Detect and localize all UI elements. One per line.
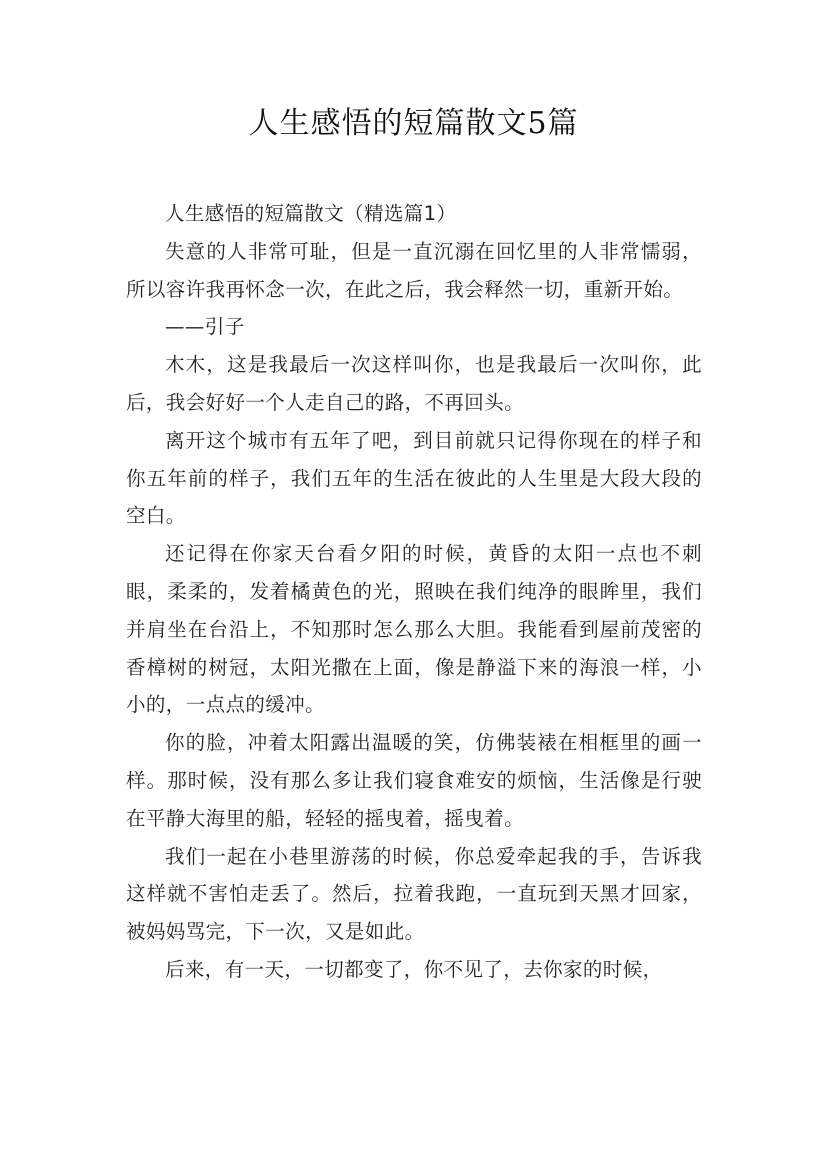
paragraph: 我们一起在小巷里游荡的时候，你总爱牵起我的手，告诉我这样就不害怕走丢了。然后，拉着我跑，一直玩到天黑才回家，被妈妈骂完，下一次，又是如此。 (126, 844, 702, 944)
epigraph-label: ——引子 (165, 315, 245, 339)
document-body (126, 195, 702, 989)
paragraph: 你的脸，冲着太阳露出温暖的笑，仿佛装裱在相框里的画一样。那时候，没有那么多让我们寝食难安的烦恼，生活像是行驶在平静大海里的船，轻轻的摇曳着，摇曳着。 (126, 731, 702, 830)
paragraph: 木木，这是我最后一次这样叫你，也是我最后一次叫你，此后，我会好好一个人走自己的路，不再回头。 (126, 353, 702, 414)
paragraph: 失意的人非常可耻，但是一直沉溺在回忆里的人非常懦弱，所以容许我再怀念一次，在此之后，我会释然一切，重新开始。 (126, 239, 702, 301)
document-title: 人生感悟的短篇散文5篇 (248, 106, 579, 141)
paragraph: 离开这个城市有五年了吧，到目前就只记得你现在的样子和你五年前的样子，我们五年的生活在彼此的人生里是大段大段的空白。 (126, 428, 702, 528)
paragraph: 后来，有一天，一切都变了，你不见了，去你家的时候， (165, 957, 663, 981)
section-heading: 人生感悟的短篇散文（精选篇1） (165, 202, 457, 225)
paragraph: 还记得在你家天台看夕阳的时候，黄昏的太阳一点也不刺眼，柔柔的，发着橘黄色的光，照映在我们纯净的眼眸里，我们并肩坐在台沿上，不知那时怎么那么大胆。我能看到屋前茂密的香樟树的树冠，太阳光撒在上面，像是静溢下来的海浪一样，小小的，一点点的缓冲。 (126, 542, 702, 717)
